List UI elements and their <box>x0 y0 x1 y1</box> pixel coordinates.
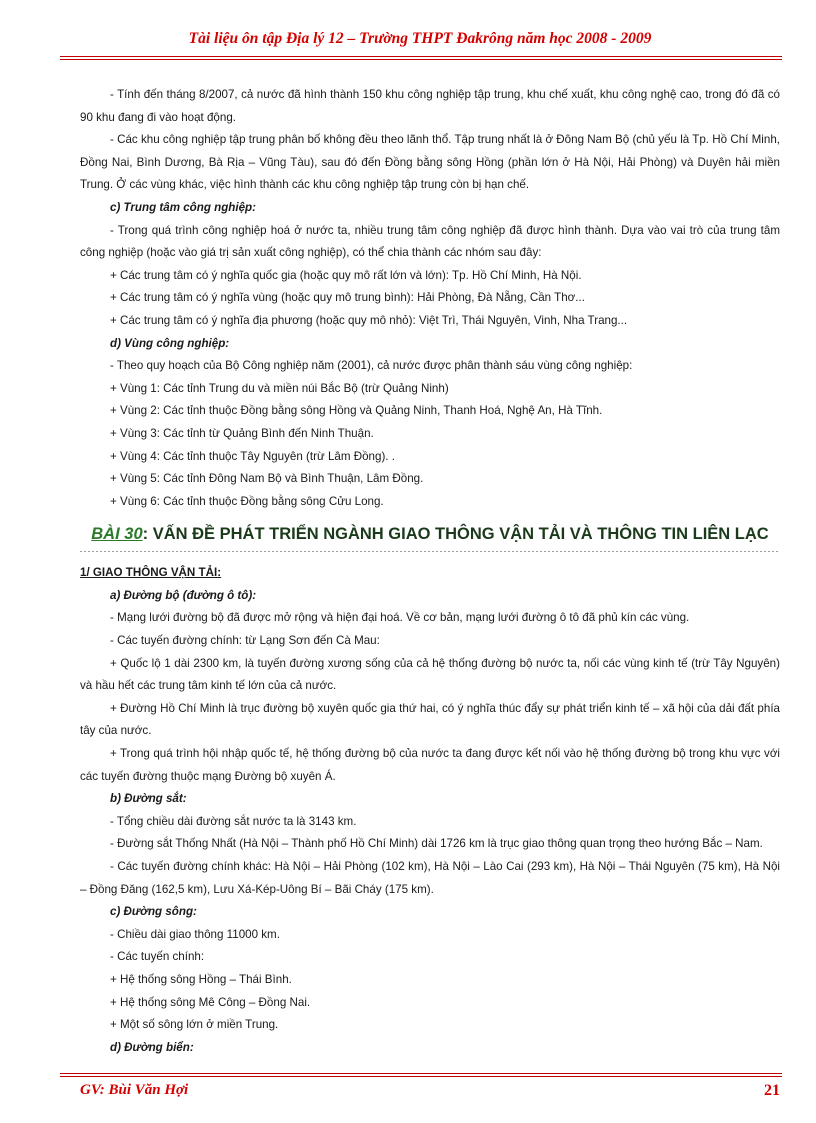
paragraph-river-4: + Hệ thống sông Mê Công – Đồng Nai. <box>110 995 311 1009</box>
header-rule-top <box>60 56 782 57</box>
paragraph-road-4: + Đường Hồ Chí Minh là trục đường bộ xuyên quốc gia thứ hai, có ý nghĩa thúc đẩy sự phát triển kinh tế – xã hội của dải đất phía tây của nước. <box>80 701 780 738</box>
section-heading <box>80 562 780 585</box>
heading-road: a) Đường bộ (đường ô tô): <box>110 588 257 602</box>
heading-river: c) Đường sông: <box>110 905 197 919</box>
paragraph-river-2: - Các tuyến chính: <box>110 950 205 964</box>
paragraph-river-5: + Một số sông lớn ở miền Trung. <box>110 1018 279 1032</box>
lesson-number: BÀI 30 <box>91 525 143 544</box>
paragraph-road-1: - Mạng lưới đường bộ đã được mở rộng và hiện đại hoá. Về cơ bản, mạng lưới đường ô tô đã phủ kín các vùng. <box>110 611 690 625</box>
list-item-center-national: + Các trung tâm có ý nghĩa quốc gia (hoặc quy mô rất lớn và lớn): Tp. Hồ Chí Minh, Hà Nội. <box>110 268 582 282</box>
paragraph-industrial-centers: - Trong quá trình công nghiệp hoá ở nước ta, nhiều trung tâm công nghiệp đã được hình thành. Dựa vào vai trò của trung tâm công nghiệp (hoặc vào giá trị sản xuất công nghiệp), có thể chia thành các nhóm sau đây: <box>80 223 780 260</box>
list-item-region-2: + Vùng 2: Các tỉnh thuộc Đồng bằng sông Hồng và Quảng Ninh, Thanh Hoá, Nghệ An, Hà Tĩnh. <box>110 404 603 418</box>
paragraph-river-3: + Hệ thống sông Hồng – Thái Bình. <box>110 972 292 986</box>
paragraph-industrial-regions: - Theo quy hoạch của Bộ Công nghiệp năm (2001), cả nước được phân thành sáu vùng công nghiệp: <box>110 359 633 373</box>
heading-sea: d) Đường biển: <box>110 1040 194 1054</box>
page-header: Tài liệu ôn tập Địa lý 12 – Trường THPT Đakrông năm học 2008 - 2009 <box>188 30 652 47</box>
footer-author: GV: Bùi Văn Hợi <box>80 1082 189 1098</box>
paragraph-road-5: + Trong quá trình hội nhập quốc tế, hệ thống đường bộ của nước ta đang được kết nối vào hệ thống đường bộ trong khu vực với các tuyến đường thuộc mạng Đường bộ xuyên Á. <box>80 747 780 783</box>
paragraph-industrial-zones-distribution: - Các khu công nghiệp tập trung phân bố không đều theo lãnh thổ. Tập trung nhất là ở Đông Nam Bộ (chủ yếu là Tp. Hồ Chí Minh, Đồng Nai, Bình Dương, Bà Rịa – Vũng Tàu), sau đó đến Đồng bằng sông Hồng (phần lớn ở Hà Nội, Hải Phòng) và Duyên hải miền Trung. Ở các vùng khác, việc hình thành các khu công nghiệp tập trung còn bị hạn chế. <box>80 133 780 192</box>
paragraph-road-2: - Các tuyến đường chính: từ Lạng Sơn đến Cà Mau: <box>110 634 380 648</box>
footer-rule-bottom <box>60 1076 782 1077</box>
section-title: GIAO THÔNG VẬN TẢI: <box>92 566 222 580</box>
paragraph-river-1: - Chiều dài giao thông 11000 km. <box>110 927 280 941</box>
lesson-title <box>80 519 780 549</box>
heading-industrial-regions: d) Vùng công nghiệp: <box>110 336 230 350</box>
paragraph-road-3: + Quốc lộ 1 dài 2300 km, là tuyến đường xương sống của cả hệ thống đường bộ nước ta, nối các vùng kinh tế (trừ Tây Nguyên) và hầu hết các trung tâm kinh tế lớn của cả nước. <box>80 656 780 693</box>
footer-rule-top <box>60 1073 782 1074</box>
paragraph-industrial-zones-count: - Tính đến tháng 8/2007, cả nước đã hình thành 150 khu công nghiệp tập trung, khu chế xuất, khu công nghệ cao, trong đó đã có 90 khu đang đi vào hoạt động. <box>80 88 780 124</box>
section-prefix: 1/ <box>80 566 93 580</box>
list-item-center-local: + Các trung tâm có ý nghĩa địa phương (hoặc quy mô nhỏ): Việt Trì, Thái Nguyên, Vinh, Nha Trang... <box>110 313 628 327</box>
lesson-divider <box>80 551 780 552</box>
page-footer <box>80 1082 780 1104</box>
heading-rail: b) Đường sắt: <box>110 792 187 806</box>
page-content <box>80 84 780 1059</box>
lesson-title-text: : VẤN ĐỀ PHÁT TRIỂN NGÀNH GIAO THÔNG VẬN TẢI VÀ THÔNG TIN LIÊN LẠC <box>142 525 769 544</box>
header-rule-bottom <box>60 59 782 60</box>
list-item-center-regional: + Các trung tâm có ý nghĩa vùng (hoặc quy mô trung bình): Hải Phòng, Đà Nẵng, Cần Thơ... <box>110 291 585 305</box>
heading-industrial-centers: c) Trung tâm công nghiệp: <box>110 200 256 214</box>
paragraph-rail-2: - Đường sắt Thống Nhất (Hà Nội – Thành phố Hồ Chí Minh) dài 1726 km là trục giao thông quan trọng theo hướng Bắc – Nam. <box>110 837 763 851</box>
paragraph-rail-3: - Các tuyến đường chính khác: Hà Nội – Hải Phòng (102 km), Hà Nội – Lào Cai (293 km), Hà Nội – Thái Nguyên (75 km), Hà Nội – Đồng Đăng (162,5 km), Lưu Xá-Kép-Uông Bí – Bãi Cháy (175 km). <box>80 860 780 896</box>
page-number: 21 <box>764 1082 780 1099</box>
list-item-region-3: + Vùng 3: Các tỉnh từ Quảng Bình đến Ninh Thuận. <box>110 426 374 440</box>
list-item-region-5: + Vùng 5: Các tỉnh Đông Nam Bộ và Bình Thuận, Lâm Đồng. <box>110 472 424 486</box>
list-item-region-1: + Vùng 1: Các tỉnh Trung du và miền núi Bắc Bộ (trừ Quảng Ninh) <box>110 381 449 395</box>
paragraph-rail-1: - Tổng chiều dài đường sắt nước ta là 3143 km. <box>110 814 357 828</box>
list-item-region-6: + Vùng 6: Các tỉnh thuộc Đồng bằng sông Cửu Long. <box>110 494 384 508</box>
list-item-region-4: + Vùng 4: Các tỉnh thuộc Tây Nguyên (trừ Lâm Đồng). . <box>110 449 395 463</box>
